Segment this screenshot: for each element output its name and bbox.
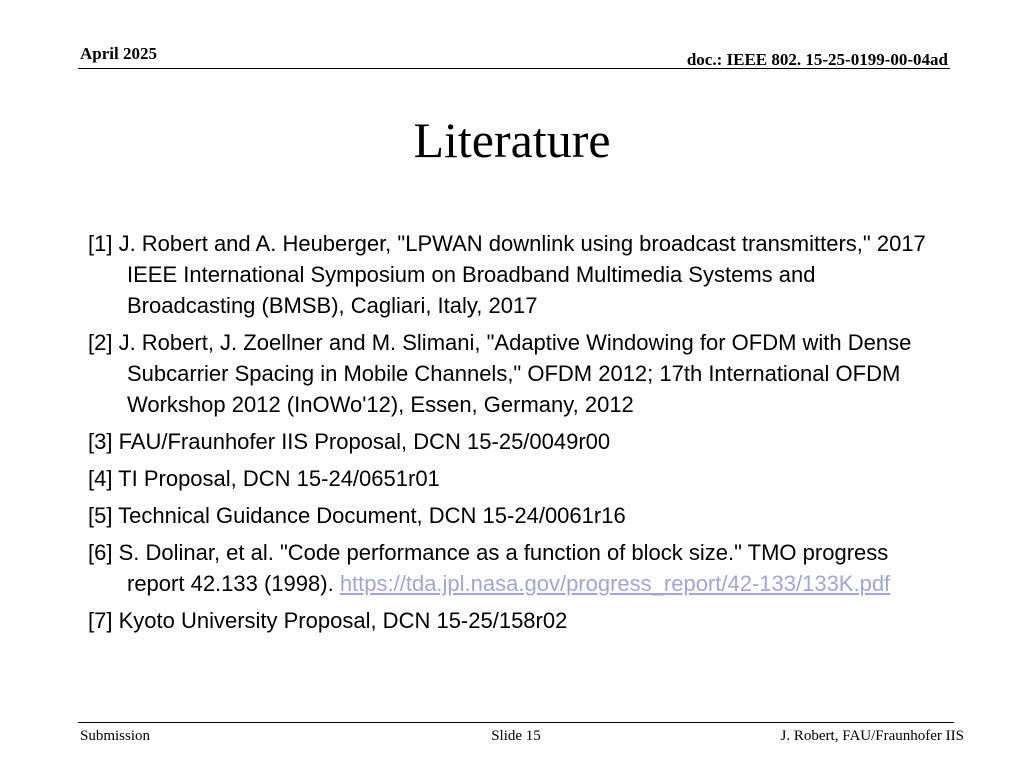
reference-list — [88, 228, 948, 642]
reference-item-2 — [88, 327, 948, 420]
reference-link[interactable]: https://tda.jpl.nasa.gov/progress_report/42-133/133K.pdf — [339, 571, 891, 596]
reference-item-1 — [88, 228, 948, 321]
reference-text: [4] TI Proposal, DCN 15-24/0651r01 — [88, 466, 440, 491]
reference-text: [6] S. Dolinar, et al. "Code performance as a function of block size." TMO progress report 42.133 (1998). — [88, 540, 889, 596]
reference-text: [2] J. Robert, J. Zoellner and M. Slimani, "Adaptive Windowing for OFDM with Dense Subcarrier Spacing in Mobile Channels," OFDM 2012; 17th International OFDM Workshop 2012 (InOWo'12), Essen, Germany, 2012 — [88, 330, 912, 417]
reference-item-3 — [88, 426, 948, 457]
reference-text: [7] Kyoto University Proposal, DCN 15-25/158r02 — [88, 608, 568, 633]
footer-slide-number: Slide 15 — [491, 728, 541, 744]
header-divider — [78, 68, 950, 69]
header-document-id: doc.: IEEE 802. 15-25-0199-00-04ad — [686, 50, 948, 69]
reference-item-7 — [88, 605, 948, 636]
reference-item-6 — [88, 537, 948, 599]
reference-item-4 — [88, 463, 948, 494]
slide-title: Literature — [413, 112, 611, 168]
footer-submission: Submission — [80, 728, 151, 744]
header-date: April 2025 — [80, 44, 157, 63]
footer-author: J. Robert, FAU/Fraunhofer IIS — [780, 728, 964, 744]
reference-text: [3] FAU/Fraunhofer IIS Proposal, DCN 15-25/0049r00 — [88, 429, 611, 454]
footer-divider — [78, 722, 954, 723]
reference-text: [5] Technical Guidance Document, DCN 15-24/0061r16 — [88, 503, 626, 528]
reference-text: [1] J. Robert and A. Heuberger, "LPWAN downlink using broadcast transmitters," 2017 IEEE International Symposium on Broadband Multimedia Systems and Broadcasting (BMSB), Cagliari, Italy, 2017 — [88, 231, 926, 318]
reference-item-5 — [88, 500, 948, 531]
